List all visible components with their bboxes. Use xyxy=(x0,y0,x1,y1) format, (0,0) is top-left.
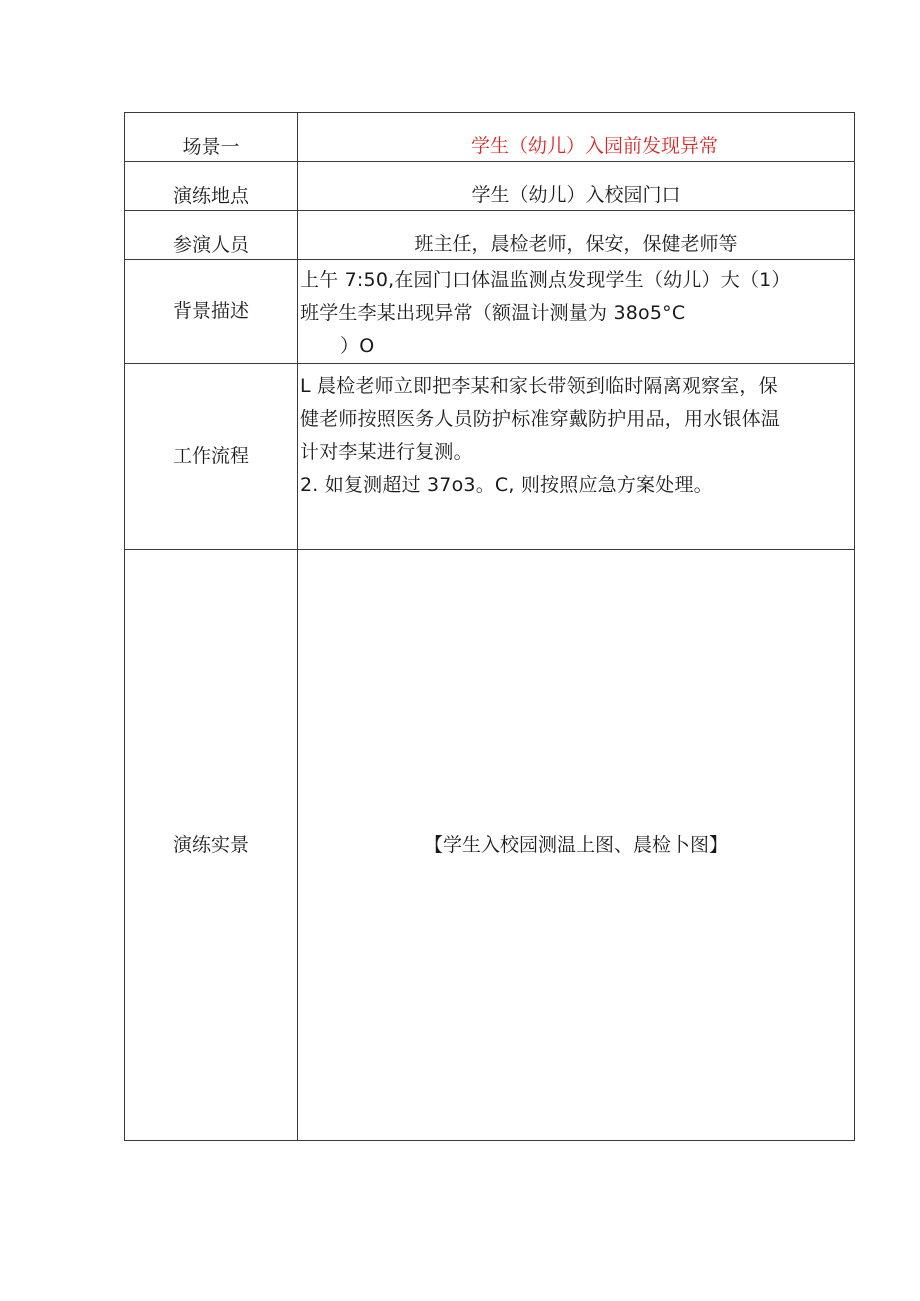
table-row-location xyxy=(125,162,855,211)
participants-label: 参演人员 xyxy=(125,211,298,260)
location-value: 学生（幼儿）入校园门口 xyxy=(298,162,855,211)
background-line-3: ）O xyxy=(340,335,375,357)
background-line-2: 班学生李某出现异常（额温计测量为 38o5°C xyxy=(300,302,686,324)
table-row-background xyxy=(125,260,855,364)
drill-scene-table xyxy=(124,112,855,1141)
table-row-participants xyxy=(125,211,855,260)
workflow-text xyxy=(298,364,855,550)
workflow-label: 工作流程 xyxy=(125,364,298,550)
scene-photo-label: 演练实景 xyxy=(125,550,298,1141)
workflow-line-4: 2. 如复测超过 37o3。C, 则按照应急方案处理。 xyxy=(300,474,713,496)
table-row-workflow xyxy=(125,364,855,550)
workflow-line-2: 健老师按照医务人员防护标准穿戴防护用品，用水银体温 xyxy=(300,408,781,430)
location-label: 演练地点 xyxy=(125,162,298,211)
scene-title: 学生（幼儿）入园前发现异常 xyxy=(298,113,855,162)
table-row-scene xyxy=(125,113,855,162)
background-line-1: 上午 7:50,在园门口体温监测点发现学生（幼儿）大（1） xyxy=(300,269,791,291)
table-row-scene-photo xyxy=(125,550,855,1141)
workflow-line-1: L 晨检老师立即把李某和家长带领到临时隔离观察室，保 xyxy=(300,375,778,397)
background-label: 背景描述 xyxy=(125,260,298,364)
background-text xyxy=(298,260,855,364)
workflow-line-3: 计对李某进行复测。 xyxy=(300,441,473,463)
participants-value: 班主任，晨检老师，保安，保健老师等 xyxy=(298,211,855,260)
scene-label: 场景一 xyxy=(125,113,298,162)
scene-photo-placeholder: 【学生入校园测温上图、晨检卜图】 xyxy=(298,550,855,1141)
